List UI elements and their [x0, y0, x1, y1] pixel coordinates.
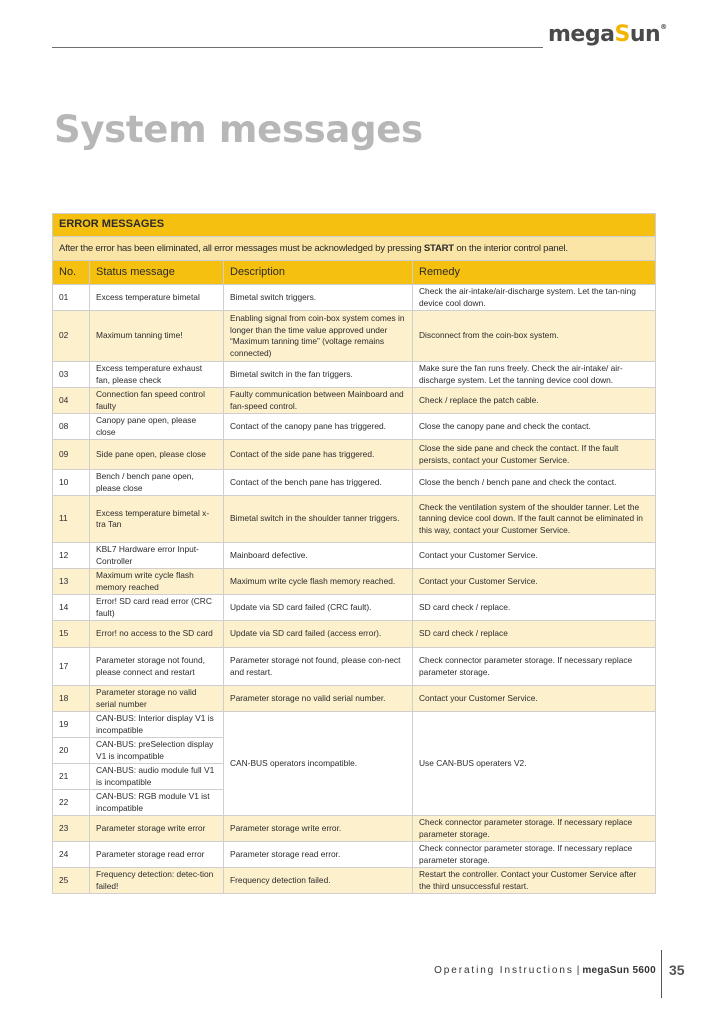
error-description: Contact of the bench pane has triggered.: [224, 470, 413, 496]
error-description: Parameter storage not found, please con-nect and restart.: [224, 648, 413, 686]
error-remedy: SD card check / replace.: [413, 595, 656, 621]
error-number: 14: [53, 595, 90, 621]
error-remedy: Contact your Customer Service.: [413, 569, 656, 595]
error-description: Contact of the side pane has triggered.: [224, 440, 413, 470]
error-number: 10: [53, 470, 90, 496]
error-number: 15: [53, 621, 90, 648]
error-remedy: Restart the controller. Contact your Customer Service after the third unsuccessful restart.: [413, 868, 656, 894]
table-row: [53, 496, 656, 543]
table-row: [53, 362, 656, 388]
error-number: 18: [53, 686, 90, 712]
status-message: Parameter storage read error: [90, 842, 224, 868]
error-number: 01: [53, 285, 90, 311]
error-number: 23: [53, 816, 90, 842]
table-title: ERROR MESSAGES: [53, 214, 656, 237]
error-remedy: Close the canopy pane and check the contact.: [413, 414, 656, 440]
error-number: 24: [53, 842, 90, 868]
error-messages-table: [52, 213, 656, 894]
error-number: 04: [53, 388, 90, 414]
error-number: 17: [53, 648, 90, 686]
footer-document-label: Operating Instructions | megaSun 5600: [434, 965, 656, 976]
error-remedy: Check the air-intake/air-discharge system. Let the tan-ning device cool down.: [413, 285, 656, 311]
error-description: Bimetal switch triggers.: [224, 285, 413, 311]
table-row: [53, 868, 656, 894]
status-message: Side pane open, please close: [90, 440, 224, 470]
table-row: [53, 686, 656, 712]
table-row: [53, 569, 656, 595]
table-note: After the error has been eliminated, all error messages must be acknowledged by pressing START on the interior control panel.: [53, 237, 656, 261]
status-message: Parameter storage no valid serial number: [90, 686, 224, 712]
error-number: 21: [53, 764, 90, 790]
status-message: CAN-BUS: preSelection display V1 is incompatible: [90, 738, 224, 764]
error-description: Frequency detection failed.: [224, 868, 413, 894]
error-remedy: Check connector parameter storage. If necessary replace parameter storage.: [413, 816, 656, 842]
status-message: CAN-BUS: Interior display V1 is incompatible: [90, 712, 224, 738]
error-number: 19: [53, 712, 90, 738]
error-description: Enabling signal from coin-box system comes in longer than the time value approved under “Maximum tanning time” (voltage remains connected): [224, 311, 413, 362]
table-row: [53, 285, 656, 311]
error-description: Maximum write cycle flash memory reached.: [224, 569, 413, 595]
canbus-description: CAN-BUS operators incompatible.: [224, 712, 413, 816]
error-number: 12: [53, 543, 90, 569]
error-remedy: Contact your Customer Service.: [413, 686, 656, 712]
status-message: Bench / bench pane open, please close: [90, 470, 224, 496]
status-message: Canopy pane open, please close: [90, 414, 224, 440]
error-number: 20: [53, 738, 90, 764]
status-message: Maximum write cycle flash memory reached: [90, 569, 224, 595]
error-remedy: Check connector parameter storage. If necessary replace parameter storage.: [413, 648, 656, 686]
error-remedy: Close the side pane and check the contact. If the fault persists, contact your Customer Service.: [413, 440, 656, 470]
error-description: Bimetal switch in the shoulder tanner triggers.: [224, 496, 413, 543]
status-message: CAN-BUS: audio module full V1 is incompatible: [90, 764, 224, 790]
status-message: Error! no access to the SD card: [90, 621, 224, 648]
page-number: 35: [669, 962, 685, 978]
table-row: [53, 842, 656, 868]
error-number: 09: [53, 440, 90, 470]
column-header-no: No.: [53, 261, 90, 285]
table-row: [53, 311, 656, 362]
error-remedy: Contact your Customer Service.: [413, 543, 656, 569]
column-header-remedy: Remedy: [413, 261, 656, 285]
table-row: [53, 470, 656, 496]
error-number: 22: [53, 790, 90, 816]
status-message: KBL7 Hardware error Input-Controller: [90, 543, 224, 569]
status-message: Parameter storage not found, please connect and restart: [90, 648, 224, 686]
error-description: Update via SD card failed (access error).: [224, 621, 413, 648]
status-message: Error! SD card read error (CRC fault): [90, 595, 224, 621]
error-number: 11: [53, 496, 90, 543]
table-row: [53, 414, 656, 440]
error-description: Parameter storage write error.: [224, 816, 413, 842]
table-row: [53, 712, 656, 738]
error-description: Mainboard defective.: [224, 543, 413, 569]
error-remedy: Close the bench / bench pane and check the contact.: [413, 470, 656, 496]
error-description: Parameter storage read error.: [224, 842, 413, 868]
canbus-remedy: Use CAN-BUS operaters V2.: [413, 712, 656, 816]
error-number: 25: [53, 868, 90, 894]
table-row: [53, 388, 656, 414]
megasun-logo: megaSun®: [548, 22, 667, 47]
column-header-status: Status message: [90, 261, 224, 285]
error-remedy: Check connector parameter storage. If necessary replace parameter storage.: [413, 842, 656, 868]
error-remedy: Make sure the fan runs freely. Check the air-intake/ air-discharge system. Let the tanning device cool down.: [413, 362, 656, 388]
error-description: Bimetal switch in the fan triggers.: [224, 362, 413, 388]
column-header-row: [53, 261, 656, 285]
table-row: [53, 816, 656, 842]
table-row: [53, 543, 656, 569]
status-message: Connection fan speed control faulty: [90, 388, 224, 414]
status-message: Parameter storage write error: [90, 816, 224, 842]
table-row: [53, 595, 656, 621]
error-description: Parameter storage no valid serial number.: [224, 686, 413, 712]
error-remedy: SD card check / replace: [413, 621, 656, 648]
error-remedy: Disconnect from the coin-box system.: [413, 311, 656, 362]
error-number: 02: [53, 311, 90, 362]
status-message: Maximum tanning time!: [90, 311, 224, 362]
table-title-row: [53, 214, 656, 237]
status-message: Excess temperature bimetal: [90, 285, 224, 311]
table-row: [53, 440, 656, 470]
error-number: 03: [53, 362, 90, 388]
header-rule: [52, 47, 543, 48]
status-message: Excess temperature exhaust fan, please check: [90, 362, 224, 388]
column-header-description: Description: [224, 261, 413, 285]
table-row: [53, 648, 656, 686]
error-remedy: Check / replace the patch cable.: [413, 388, 656, 414]
status-message: Excess temperature bimetal x-tra Tan: [90, 496, 224, 543]
error-description: Update via SD card failed (CRC fault).: [224, 595, 413, 621]
table-note-row: [53, 237, 656, 261]
error-description: Faulty communication between Mainboard and fan-speed control.: [224, 388, 413, 414]
error-description: Contact of the canopy pane has triggered.: [224, 414, 413, 440]
error-remedy: Check the ventilation system of the shoulder tanner. Let the tanning device cool down. If the fault cannot be eliminated in this way, contact your Customer Service.: [413, 496, 656, 543]
error-number: 08: [53, 414, 90, 440]
status-message: Frequency detection: detec-tion failed!: [90, 868, 224, 894]
table-row: [53, 621, 656, 648]
page-title: System messages: [54, 108, 423, 151]
error-number: 13: [53, 569, 90, 595]
footer-divider: [661, 950, 662, 998]
status-message: CAN-BUS: RGB module V1 ist incompatible: [90, 790, 224, 816]
